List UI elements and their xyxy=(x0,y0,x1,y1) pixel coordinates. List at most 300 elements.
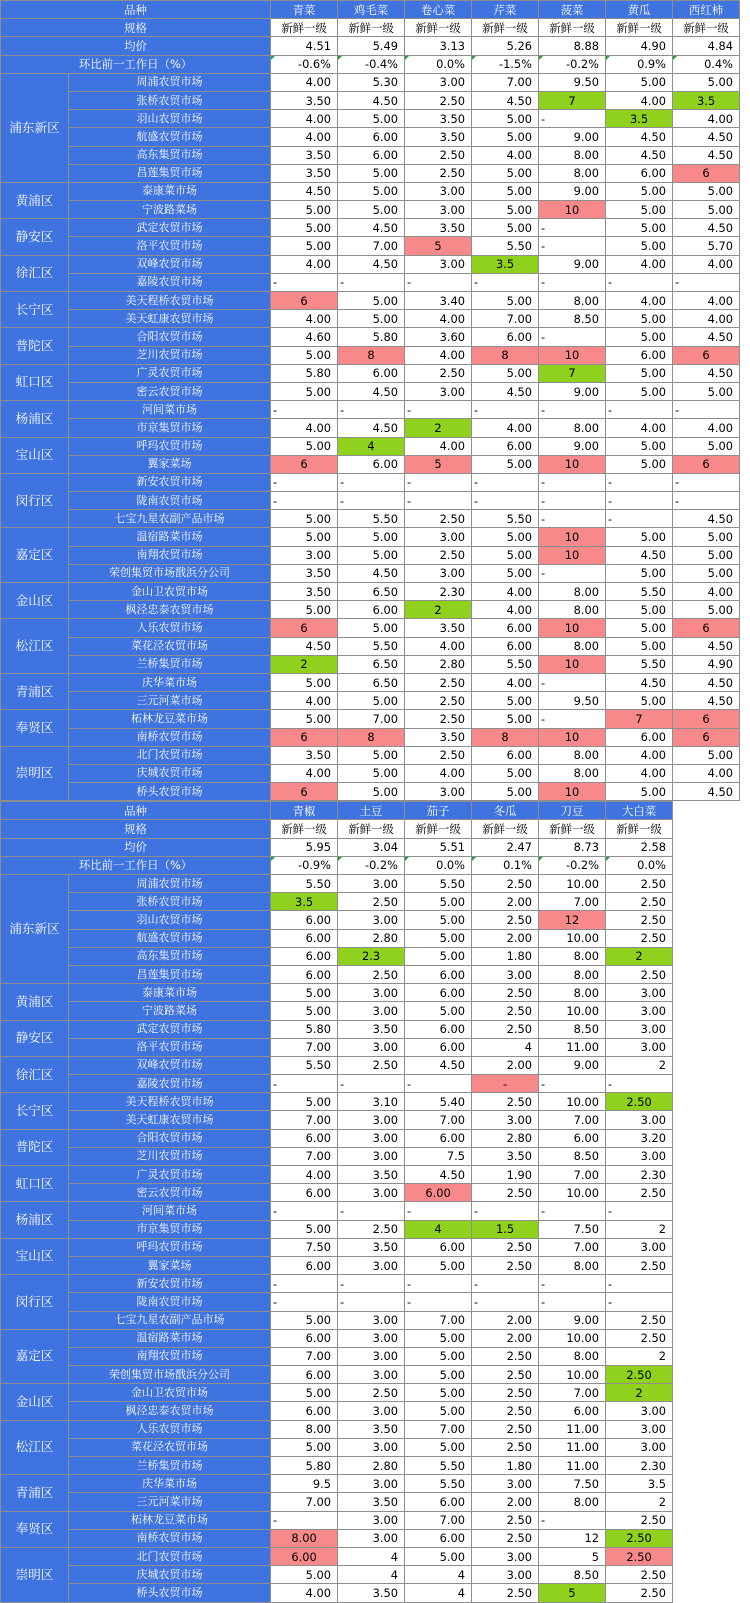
price-cell: 5.00 xyxy=(606,73,673,91)
market-name: 洛平农贸市场 xyxy=(69,1038,271,1056)
price-cell: 6.00 xyxy=(405,1129,472,1147)
market-row xyxy=(1,455,740,473)
price-cell: 8.00 xyxy=(539,419,606,437)
price-cell: 8.00 xyxy=(539,1493,606,1511)
market-name: 新安农贸市场 xyxy=(69,1275,271,1293)
market-name: 宁波路菜场 xyxy=(69,1002,271,1020)
price-cell: 7.00 xyxy=(472,310,539,328)
district-name: 嘉定区 xyxy=(1,528,69,583)
price-cell: 4.00 xyxy=(673,419,740,437)
price-cell: - xyxy=(271,1293,338,1311)
price-cell: 5.50 xyxy=(271,1056,338,1074)
change-row-cell: -0.2% xyxy=(539,55,606,73)
price-cell: 5.00 xyxy=(606,455,673,473)
district-name: 虹口区 xyxy=(1,364,69,400)
market-name: 翼家菜场 xyxy=(69,1256,271,1274)
price-cell: 3.00 xyxy=(338,1184,405,1202)
empty-cell xyxy=(673,1002,740,1020)
market-row xyxy=(1,1547,740,1565)
price-cell: 4.00 xyxy=(271,1584,338,1602)
change-row-label: 环比前一工作日（%） xyxy=(1,55,271,73)
price-cell: 8.00 xyxy=(539,1256,606,1274)
market-name: 航盛农贸市场 xyxy=(69,929,271,947)
price-cell: 7.00 xyxy=(405,1420,472,1438)
price-cell: 7.5 xyxy=(405,1147,472,1165)
empty-cell xyxy=(673,1020,740,1038)
market-row xyxy=(1,764,740,782)
district-name: 虹口区 xyxy=(1,1166,69,1202)
market-row xyxy=(1,911,740,929)
price-cell: 3.50 xyxy=(405,619,472,637)
price-cell: - xyxy=(606,473,673,491)
market-row xyxy=(1,510,740,528)
price-cell: 4.00 xyxy=(606,255,673,273)
price-cell: 3.00 xyxy=(405,73,472,91)
market-name: 泰康菜市场 xyxy=(69,182,271,200)
market-row xyxy=(1,237,740,255)
price-cell: 4.50 xyxy=(673,219,740,237)
price-cell: 8 xyxy=(338,346,405,364)
price-cell: 3.50 xyxy=(271,583,338,601)
change-row-cell: 0.0% xyxy=(405,55,472,73)
market-row xyxy=(1,637,740,655)
price-cell: 2.50 xyxy=(405,510,472,528)
price-cell: 5.00 xyxy=(606,219,673,237)
price-cell: 5.00 xyxy=(338,546,405,564)
price-cell: 4.00 xyxy=(606,292,673,310)
price-cell: - xyxy=(405,492,472,510)
price-cell: 4.00 xyxy=(405,637,472,655)
price-cell: 4.00 xyxy=(271,310,338,328)
market-row xyxy=(1,692,740,710)
market-name: 金山卫农贸市场 xyxy=(69,1384,271,1402)
market-row xyxy=(1,929,740,947)
market-row xyxy=(1,364,740,382)
price-cell: 2.00 xyxy=(472,929,539,947)
empty-cell xyxy=(673,1402,740,1420)
market-row xyxy=(1,128,740,146)
price-cell: 5 xyxy=(405,455,472,473)
price-cell: 6.00 xyxy=(472,746,539,764)
change-row-cell: -0.2% xyxy=(539,856,606,874)
price-cell: 2.3 xyxy=(338,947,405,965)
change-row-cell: -0.4% xyxy=(338,55,405,73)
price-cell: 3.50 xyxy=(338,1420,405,1438)
avg-row-label: 均价 xyxy=(1,37,271,55)
price-cell: 5.00 xyxy=(271,510,338,528)
price-cell: 5.00 xyxy=(472,455,539,473)
price-cell: 5.00 xyxy=(405,947,472,965)
market-name: 金山卫农贸市场 xyxy=(69,583,271,601)
price-cell: 3.5 xyxy=(606,1475,673,1493)
price-cell: 9.00 xyxy=(539,1311,606,1329)
price-cell: 5.00 xyxy=(606,437,673,455)
price-cell: 7.00 xyxy=(405,1511,472,1529)
market-name: 航盛农贸市场 xyxy=(69,128,271,146)
price-cell: 4.00 xyxy=(472,601,539,619)
price-cell: 6 xyxy=(271,455,338,473)
price-cell: 3.50 xyxy=(271,164,338,182)
market-name: 桥头农贸市场 xyxy=(69,783,271,801)
empty-cell xyxy=(673,1511,740,1529)
avg-row-cell: 2.58 xyxy=(606,838,673,856)
price-cell: 2.00 xyxy=(472,1329,539,1347)
market-row xyxy=(1,273,740,291)
market-row xyxy=(1,1220,740,1238)
market-row xyxy=(1,182,740,200)
empty-cell xyxy=(673,1093,740,1111)
price-cell: 5.00 xyxy=(338,619,405,637)
district-name: 青浦区 xyxy=(1,1475,69,1511)
market-name: 庆城农贸市场 xyxy=(69,1566,271,1584)
price-cell: 6 xyxy=(271,783,338,801)
price-cell: 2.50 xyxy=(405,546,472,564)
price-cell: 5.00 xyxy=(405,1438,472,1456)
avg-row-cell: 5.26 xyxy=(472,37,539,55)
market-row xyxy=(1,546,740,564)
empty-cell xyxy=(673,911,740,929)
price-cell: - xyxy=(271,273,338,291)
price-cell: - xyxy=(338,401,405,419)
market-row xyxy=(1,91,740,109)
price-cell: 8.00 xyxy=(539,292,606,310)
price-cell: 2 xyxy=(271,655,338,673)
spec-row-label: 规格 xyxy=(1,19,271,37)
price-cell: 4.00 xyxy=(472,419,539,437)
district-name: 闵行区 xyxy=(1,473,69,528)
market-name: 枫泾忠泰农贸市场 xyxy=(69,1402,271,1420)
price-cell: - xyxy=(539,1075,606,1093)
price-cell: 7.00 xyxy=(338,237,405,255)
price-cell: - xyxy=(472,1275,539,1293)
price-cell: 11.00 xyxy=(539,1457,606,1475)
price-cell: - xyxy=(338,273,405,291)
price-cell: 5.00 xyxy=(606,364,673,382)
avg-row-cell: 2.47 xyxy=(472,838,539,856)
avg-row-cell: 5.51 xyxy=(405,838,472,856)
price-cell: 7.00 xyxy=(271,1493,338,1511)
market-row xyxy=(1,382,740,400)
market-name: 昌莲集贸市场 xyxy=(69,965,271,983)
price-cell: 6 xyxy=(673,346,740,364)
empty-cell xyxy=(673,1420,740,1438)
price-cell: 4.60 xyxy=(271,328,338,346)
price-cell: 3.00 xyxy=(606,1020,673,1038)
empty-cell xyxy=(673,1275,740,1293)
market-name: 羽山农贸市场 xyxy=(69,911,271,929)
price-cell: 5.00 xyxy=(472,546,539,564)
price-cell: 3.50 xyxy=(405,128,472,146)
market-name: 南翔农贸市场 xyxy=(69,546,271,564)
price-cell: 5.00 xyxy=(338,746,405,764)
empty-cell xyxy=(673,820,740,838)
price-cell: 5.00 xyxy=(271,237,338,255)
price-cell: - xyxy=(539,564,606,582)
price-cell: 4.00 xyxy=(271,764,338,782)
price-cell: - xyxy=(405,473,472,491)
price-cell: 2.50 xyxy=(338,893,405,911)
price-cell: 2.50 xyxy=(472,1511,539,1529)
market-name: 泰康菜市场 xyxy=(69,984,271,1002)
market-row xyxy=(1,1475,740,1493)
price-cell: 5.00 xyxy=(606,783,673,801)
price-cell: 2.50 xyxy=(472,1002,539,1020)
market-name: 三元河菜市场 xyxy=(69,692,271,710)
price-cell: 5.00 xyxy=(472,710,539,728)
price-cell: 3.00 xyxy=(472,1566,539,1584)
product-row-label: 品种 xyxy=(1,802,271,820)
price-cell: 4.00 xyxy=(673,310,740,328)
price-cell: - xyxy=(539,1511,606,1529)
price-cell: 4.00 xyxy=(271,692,338,710)
spec-row-cell: 新鲜一级 xyxy=(271,820,338,838)
avg-row-cell: 8.73 xyxy=(539,838,606,856)
price-cell: - xyxy=(606,1075,673,1093)
avg-row-cell: 4.51 xyxy=(271,37,338,55)
market-name: 密云农贸市场 xyxy=(69,1184,271,1202)
price-cell: - xyxy=(539,237,606,255)
spec-row-cell: 新鲜一级 xyxy=(539,820,606,838)
price-cell: 5.50 xyxy=(338,637,405,655)
price-cell: 8.00 xyxy=(539,984,606,1002)
district-name: 青浦区 xyxy=(1,673,69,709)
price-cell: 6.00 xyxy=(338,455,405,473)
price-cell: 4.50 xyxy=(338,219,405,237)
market-name: 武定农贸市场 xyxy=(69,1020,271,1038)
price-cell: 5.00 xyxy=(271,673,338,691)
price-cell: 10.00 xyxy=(539,1366,606,1384)
price-cell: 5.00 xyxy=(271,219,338,237)
price-cell: 6.00 xyxy=(405,1238,472,1256)
price-cell: 1.90 xyxy=(472,1166,539,1184)
product-row xyxy=(1,802,740,820)
price-cell: 3.00 xyxy=(472,1547,539,1565)
price-cell: 6.00 xyxy=(271,929,338,947)
price-cell: 9.50 xyxy=(539,73,606,91)
district-name: 长宁区 xyxy=(1,292,69,328)
price-cell: 4.50 xyxy=(271,182,338,200)
price-cell: 5.00 xyxy=(271,1220,338,1238)
market-name: 广灵农贸市场 xyxy=(69,364,271,382)
price-cell: 3.00 xyxy=(338,1111,405,1129)
price-cell: 6.00 xyxy=(472,437,539,455)
empty-cell xyxy=(673,1384,740,1402)
market-row xyxy=(1,1147,740,1165)
price-cell: 3.00 xyxy=(405,201,472,219)
price-cell: 1.80 xyxy=(472,947,539,965)
market-name: 昌莲集贸市场 xyxy=(69,164,271,182)
price-cell: 6.00 xyxy=(606,346,673,364)
price-cell: 1.80 xyxy=(472,1457,539,1475)
price-cell: 3.50 xyxy=(271,91,338,109)
product-row-cell: 青菜 xyxy=(271,1,338,19)
market-name: 双峰农贸市场 xyxy=(69,255,271,273)
price-cell: 6.50 xyxy=(338,673,405,691)
product-row-label: 品种 xyxy=(1,1,271,19)
price-cell: 2.50 xyxy=(472,1238,539,1256)
price-cell: 2.50 xyxy=(606,911,673,929)
district-name: 金山区 xyxy=(1,1384,69,1420)
market-name: 兰桥集贸市场 xyxy=(69,655,271,673)
price-cell: 3.00 xyxy=(606,1420,673,1438)
price-cell: 2.00 xyxy=(472,1056,539,1074)
price-cell: 3.00 xyxy=(405,255,472,273)
price-cell: 4.00 xyxy=(271,110,338,128)
price-cell: 5.50 xyxy=(606,583,673,601)
market-row xyxy=(1,564,740,582)
district-name: 崇明区 xyxy=(1,746,69,801)
price-cell: 5.40 xyxy=(405,1093,472,1111)
price-cell: 5.00 xyxy=(472,110,539,128)
market-row xyxy=(1,401,740,419)
price-cell: 5.00 xyxy=(606,182,673,200)
market-row xyxy=(1,1129,740,1147)
market-row xyxy=(1,73,740,91)
price-cell: 3.00 xyxy=(338,1129,405,1147)
price-cell: - xyxy=(472,401,539,419)
price-cell: 5.00 xyxy=(673,564,740,582)
empty-cell xyxy=(673,1220,740,1238)
market-row xyxy=(1,1038,740,1056)
price-cell: 2.50 xyxy=(472,1020,539,1038)
price-cell: 4.00 xyxy=(673,764,740,782)
price-cell: 5.50 xyxy=(271,875,338,893)
price-cell: 4.50 xyxy=(405,1056,472,1074)
price-cell: 6.00 xyxy=(271,1329,338,1347)
price-cell: 2 xyxy=(405,601,472,619)
price-cell: 6 xyxy=(673,164,740,182)
price-cell: 8.00 xyxy=(271,1529,338,1547)
price-cell: 3.00 xyxy=(606,1111,673,1129)
price-cell: 5.00 xyxy=(271,346,338,364)
price-cell: 5.00 xyxy=(405,893,472,911)
market-row xyxy=(1,1002,740,1020)
market-name: 枫泾忠泰农贸市场 xyxy=(69,601,271,619)
price-cell: 3.00 xyxy=(472,965,539,983)
price-cell: - xyxy=(338,1075,405,1093)
price-cell: 1.5 xyxy=(472,1220,539,1238)
price-cell: 3.00 xyxy=(338,1256,405,1274)
change-row xyxy=(1,856,740,874)
market-name: 七宝九星农副产品市场 xyxy=(69,1311,271,1329)
price-cell: 2.50 xyxy=(606,1256,673,1274)
empty-cell xyxy=(673,1293,740,1311)
price-cell: 5.00 xyxy=(472,783,539,801)
price-cell: 4.00 xyxy=(405,310,472,328)
price-cell: 5.70 xyxy=(673,237,740,255)
change-row-cell: 0.1% xyxy=(472,856,539,874)
market-row xyxy=(1,1438,740,1456)
price-cell: - xyxy=(539,673,606,691)
district-name: 普陀区 xyxy=(1,328,69,364)
change-row-cell: -0.9% xyxy=(271,856,338,874)
price-cell: 10 xyxy=(539,346,606,364)
market-name: 河间菜市场 xyxy=(69,1202,271,1220)
price-cell: 9.00 xyxy=(539,382,606,400)
market-name: 陇南农贸市场 xyxy=(69,1293,271,1311)
market-row xyxy=(1,219,740,237)
price-cell: 10 xyxy=(539,455,606,473)
price-cell: 5.00 xyxy=(606,328,673,346)
change-row-label: 环比前一工作日（%） xyxy=(1,856,271,874)
market-name: 羽山农贸市场 xyxy=(69,110,271,128)
price-cell: 7.00 xyxy=(539,1166,606,1184)
price-cell: 5.00 xyxy=(606,310,673,328)
price-cell: 5.00 xyxy=(472,292,539,310)
price-cell: 6 xyxy=(271,292,338,310)
spec-row-cell: 新鲜一级 xyxy=(606,19,673,37)
price-cell: 2.50 xyxy=(472,1438,539,1456)
price-cell: 6.50 xyxy=(338,583,405,601)
price-cell: - xyxy=(338,492,405,510)
market-name: 芝川农贸市场 xyxy=(69,346,271,364)
price-cell: 4.00 xyxy=(606,764,673,782)
price-cell: - xyxy=(539,401,606,419)
market-row xyxy=(1,1093,740,1111)
market-name: 人乐农贸市场 xyxy=(69,619,271,637)
price-cell: 5.00 xyxy=(338,110,405,128)
price-cell: 4.00 xyxy=(271,255,338,273)
price-cell: 5.80 xyxy=(271,1020,338,1038)
price-cell: 10 xyxy=(539,546,606,564)
product-row-cell: 大白菜 xyxy=(606,802,673,820)
price-cell: - xyxy=(405,1202,472,1220)
price-cell: - xyxy=(606,1275,673,1293)
price-cell: 5.00 xyxy=(606,619,673,637)
price-cell: 4.50 xyxy=(673,692,740,710)
price-cell: 5.00 xyxy=(472,528,539,546)
price-cell: 8.00 xyxy=(539,1347,606,1365)
price-cell: 4.50 xyxy=(338,255,405,273)
price-cell: - xyxy=(606,273,673,291)
district-name: 普陀区 xyxy=(1,1129,69,1165)
price-cell: 3.00 xyxy=(338,1347,405,1365)
market-name: 周浦农贸市场 xyxy=(69,73,271,91)
market-row xyxy=(1,201,740,219)
spec-row-cell: 新鲜一级 xyxy=(472,19,539,37)
market-name: 合阳农贸市场 xyxy=(69,1129,271,1147)
price-cell: 5.00 xyxy=(673,546,740,564)
price-cell: 4.50 xyxy=(673,146,740,164)
price-cell: 4.00 xyxy=(673,583,740,601)
price-cell: 3.00 xyxy=(606,1147,673,1165)
change-row-cell: 0.4% xyxy=(673,55,740,73)
price-cell: - xyxy=(539,492,606,510)
price-cell: 3.00 xyxy=(606,1238,673,1256)
price-cell: 5.00 xyxy=(405,1329,472,1347)
market-name: 美天虹康农贸市场 xyxy=(69,310,271,328)
price-cell: 8.00 xyxy=(539,146,606,164)
price-cell: - xyxy=(405,273,472,291)
price-cell: 2.50 xyxy=(472,1347,539,1365)
price-cell: - xyxy=(338,473,405,491)
market-name: 北门农贸市场 xyxy=(69,746,271,764)
price-cell: 3.20 xyxy=(606,1129,673,1147)
price-cell: 6.00 xyxy=(271,1256,338,1274)
avg-row-cell: 5.49 xyxy=(338,37,405,55)
market-name: 菜花泾农贸市场 xyxy=(69,637,271,655)
price-cell: - xyxy=(405,1075,472,1093)
price-cell: 5.50 xyxy=(606,655,673,673)
price-cell: 6.00 xyxy=(271,947,338,965)
price-cell: - xyxy=(539,510,606,528)
price-cell: 11.00 xyxy=(539,1420,606,1438)
price-cell: 4.00 xyxy=(405,346,472,364)
district-name: 崇明区 xyxy=(1,1547,69,1602)
price-cell: 3.50 xyxy=(271,564,338,582)
price-cell: 5.50 xyxy=(338,510,405,528)
price-cell: 10.00 xyxy=(539,1329,606,1347)
